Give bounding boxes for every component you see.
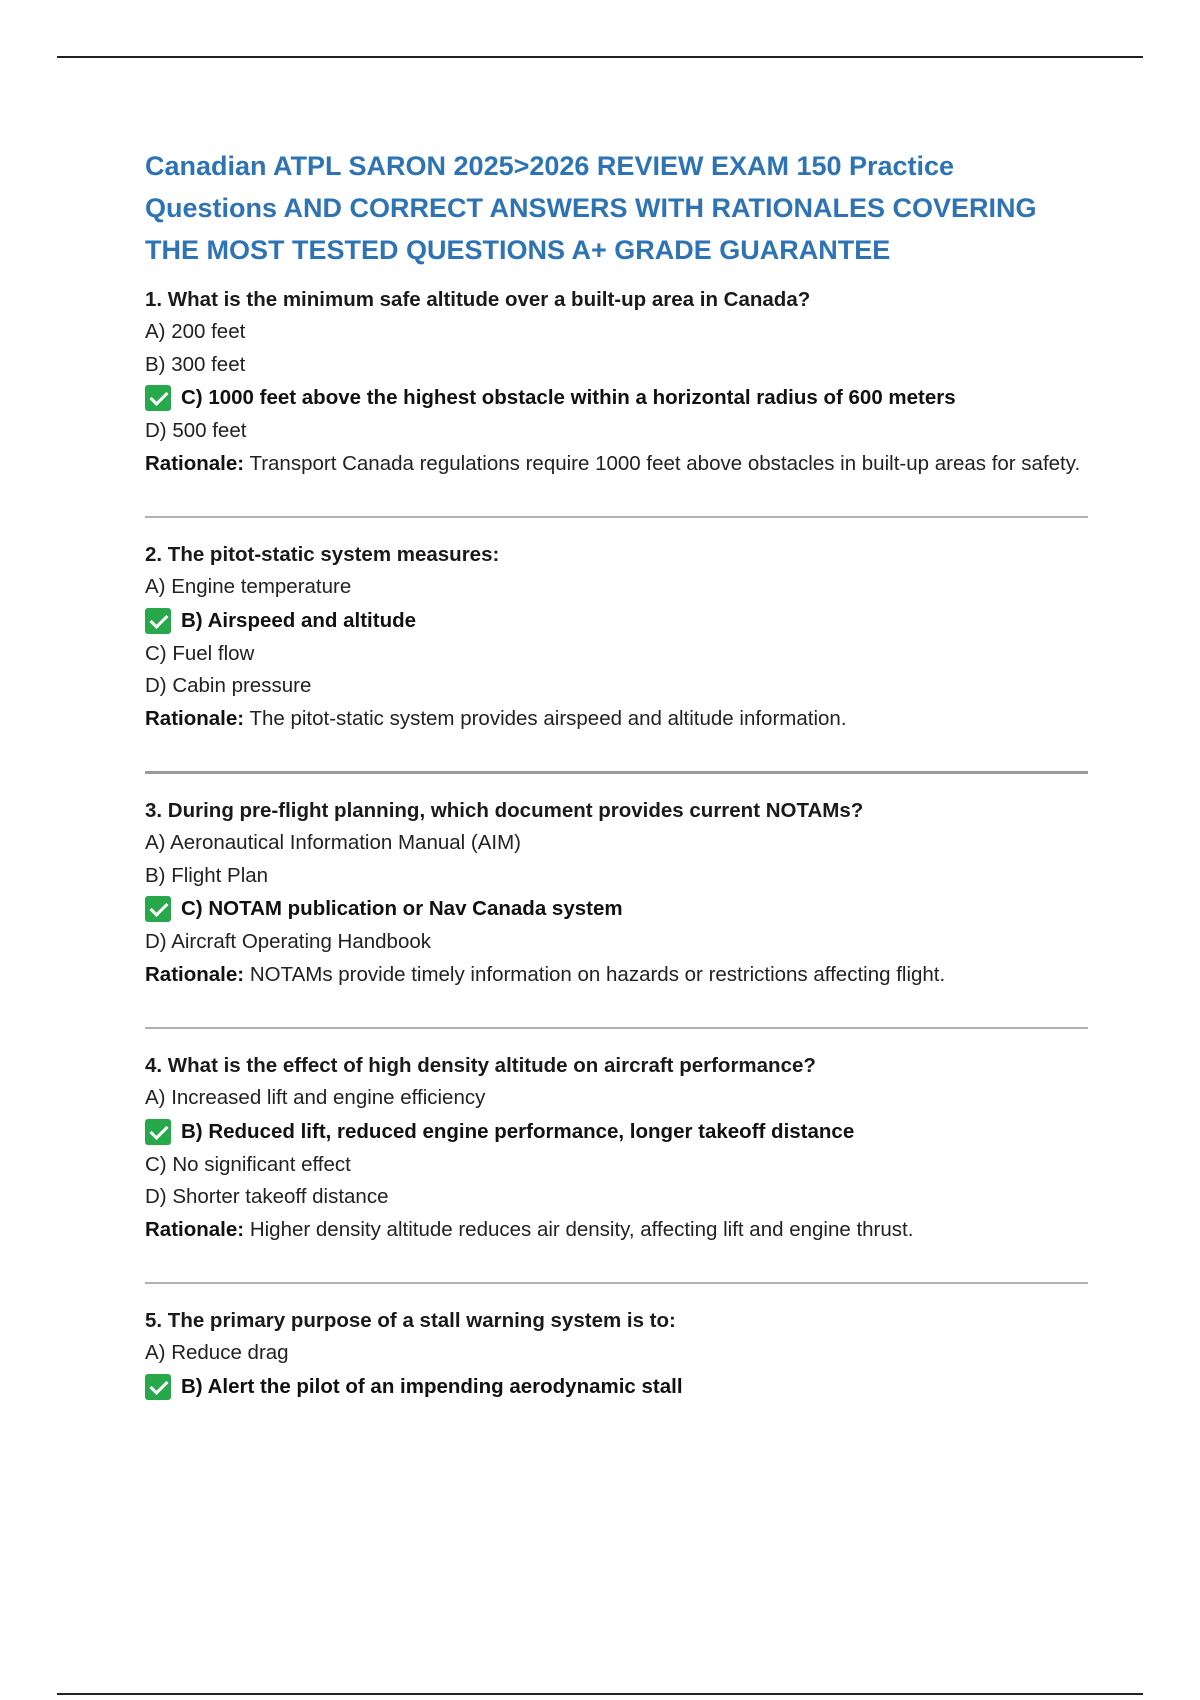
answer-option-label: B) Airspeed and altitude — [181, 608, 417, 632]
checkmark-icon — [145, 1374, 171, 1400]
rationale-text: Higher density altitude reduces air density, affecting lift and engine thrust. — [249, 1217, 914, 1241]
document-body — [145, 145, 1090, 1404]
page-top-rule — [57, 56, 1143, 58]
answer-option: D) Shorter takeoff distance — [145, 1185, 389, 1208]
answer-option: A) 200 feet — [145, 320, 246, 343]
title-line: Canadian ATPL SARON 2025>2026 REVIEW EXAM 150 Practice — [145, 151, 955, 181]
question-text: 1. What is the minimum safe altitude over a built-up area in Canada? — [145, 288, 811, 311]
question-text: 5. The primary purpose of a stall warning system is to: — [145, 1309, 676, 1332]
question-4 — [145, 1049, 1090, 1246]
answer-option: A) Reduce drag — [145, 1341, 289, 1364]
correct-answer-option — [145, 1115, 1090, 1149]
document-title — [145, 145, 1090, 271]
correct-answer-option — [145, 604, 1090, 638]
rationale-label: Rationale: — [145, 962, 245, 986]
answer-option: B) Flight Plan — [145, 863, 269, 887]
question-2 — [145, 538, 1090, 735]
answer-option: A) Aeronautical Information Manual (AIM) — [145, 831, 521, 854]
checkmark-icon — [145, 608, 171, 634]
section-divider — [145, 516, 1088, 518]
rationale — [145, 448, 1090, 481]
question-3 — [145, 794, 1090, 991]
answer-option: D) Aircraft Operating Handbook — [145, 930, 431, 953]
answer-option-label: B) Reduced lift, reduced engine performance, longer takeoff distance — [181, 1119, 855, 1143]
section-divider — [145, 1027, 1088, 1029]
rationale-text: Transport Canada regulations require 1000 feet above obstacles in built-up areas for safety. — [249, 451, 1081, 475]
question-text: 4. What is the effect of high density altitude on aircraft performance? — [145, 1054, 816, 1077]
question-1 — [145, 283, 1090, 480]
rationale-label: Rationale: — [145, 451, 245, 475]
question-5 — [145, 1304, 1090, 1404]
answer-option: C) Fuel flow — [145, 641, 255, 665]
correct-answer-option — [145, 381, 1090, 415]
answer-option: B) 300 feet — [145, 352, 246, 376]
answer-option-label: C) NOTAM publication or Nav Canada system — [181, 897, 623, 920]
correct-answer-option — [145, 1370, 1090, 1404]
answer-option: C) No significant effect — [145, 1152, 351, 1176]
checkmark-icon — [145, 1119, 171, 1145]
answer-option: A) Increased lift and engine efficiency — [145, 1086, 486, 1109]
section-divider — [145, 771, 1088, 774]
question-text: 2. The pitot-static system measures: — [145, 543, 500, 566]
rationale — [145, 1214, 1090, 1247]
section-divider — [145, 1282, 1088, 1284]
answer-option-label: C) 1000 feet above the highest obstacle within a horizontal radius of 600 meters — [181, 386, 956, 409]
rationale — [145, 703, 1090, 736]
title-line: THE MOST TESTED QUESTIONS A+ GRADE GUARANTEE — [145, 235, 891, 265]
answer-option: A) Engine temperature — [145, 575, 352, 598]
checkmark-icon — [145, 385, 171, 411]
rationale-label: Rationale: — [145, 1217, 245, 1241]
rationale-label: Rationale: — [145, 706, 245, 730]
rationale-text: NOTAMs provide timely information on hazards or restrictions affecting flight. — [249, 962, 946, 986]
rationale-text: The pitot-static system provides airspeed and altitude information. — [249, 706, 847, 730]
rationale — [145, 959, 1090, 992]
answer-option: D) 500 feet — [145, 419, 247, 442]
answer-option: D) Cabin pressure — [145, 674, 312, 697]
title-line: Questions AND CORRECT ANSWERS WITH RATIONALES COVERING — [145, 193, 1037, 223]
checkmark-icon — [145, 896, 171, 922]
correct-answer-option — [145, 892, 1090, 926]
page-bottom-rule — [57, 1693, 1143, 1695]
question-text: 3. During pre-flight planning, which document provides current NOTAMs? — [145, 799, 864, 822]
answer-option-label: B) Alert the pilot of an impending aerodynamic stall — [181, 1374, 683, 1398]
